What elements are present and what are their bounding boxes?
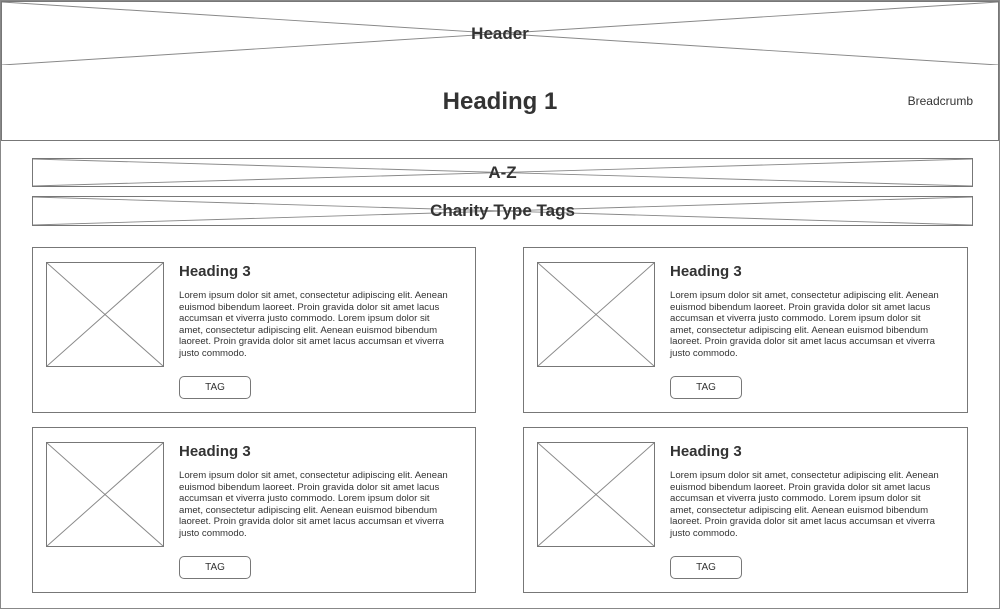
tag-button[interactable]: TAG: [670, 556, 742, 579]
header-placeholder: [1, 1, 999, 66]
image-placeholder-icon: [47, 443, 163, 546]
image-placeholder-icon: [47, 263, 163, 366]
card-body-text: Lorem ipsum dolor sit amet, consectetur adipiscing elit. Aenean euismod bibendum laoreet. Proin gravida dolor sit amet lacus accumsan et viverra justo commodo. Lorem ipsum dolor sit amet, consectetur adipiscing elit. Aenean euismod bibendum laoreet. Proin gravida dolor sit amet lacus accumsan et viverra justo commodo.: [670, 470, 939, 539]
charity-type-tags-bar[interactable]: [32, 196, 973, 226]
card-body-text: Lorem ipsum dolor sit amet, consectetur adipiscing elit. Aenean euismod bibendum laoreet. Proin gravida dolor sit amet lacus accumsan et viverra justo commodo. Lorem ipsum dolor sit amet, consectetur adipiscing elit. Aenean euismod bibendum laoreet. Proin gravida dolor sit amet lacus accumsan et viverra justo commodo.: [670, 290, 939, 359]
breadcrumb[interactable]: Breadcrumb: [907, 94, 973, 108]
header-label: Header: [471, 23, 529, 43]
tag-button[interactable]: TAG: [179, 556, 251, 579]
image-placeholder-icon: [538, 263, 654, 366]
charity-type-tags-label: Charity Type Tags: [430, 201, 575, 220]
card-body-text: Lorem ipsum dolor sit amet, consectetur adipiscing elit. Aenean euismod bibendum laoreet. Proin gravida dolor sit amet lacus accumsan et viverra justo commodo. Lorem ipsum dolor sit amet, consectetur adipiscing elit. Aenean euismod bibendum laoreet. Proin gravida dolor sit amet lacus accumsan et viverra justo commodo.: [179, 290, 448, 359]
card-heading: Heading 3: [179, 443, 251, 460]
az-filter-label: A-Z: [488, 162, 517, 182]
card-heading: Heading 3: [670, 443, 742, 460]
charity-card[interactable]: [32, 247, 476, 413]
image-placeholder: [46, 442, 164, 547]
page-title: Heading 1: [442, 88, 558, 115]
image-placeholder-icon: [538, 443, 654, 546]
tag-button[interactable]: TAG: [670, 376, 742, 399]
tag-button[interactable]: TAG: [179, 376, 251, 399]
card-heading: Heading 3: [179, 263, 251, 280]
card-heading: Heading 3: [670, 263, 742, 280]
image-placeholder: [537, 262, 655, 367]
charity-card[interactable]: [523, 247, 968, 413]
az-filter-bar[interactable]: [32, 158, 973, 187]
charity-card[interactable]: [32, 427, 476, 593]
card-body-text: Lorem ipsum dolor sit amet, consectetur adipiscing elit. Aenean euismod bibendum laoreet. Proin gravida dolor sit amet lacus accumsan et viverra justo commodo. Lorem ipsum dolor sit amet, consectetur adipiscing elit. Aenean euismod bibendum laoreet. Proin gravida dolor sit amet lacus accumsan et viverra justo commodo.: [179, 470, 448, 539]
charity-card[interactable]: [523, 427, 968, 593]
image-placeholder: [46, 262, 164, 367]
image-placeholder: [537, 442, 655, 547]
